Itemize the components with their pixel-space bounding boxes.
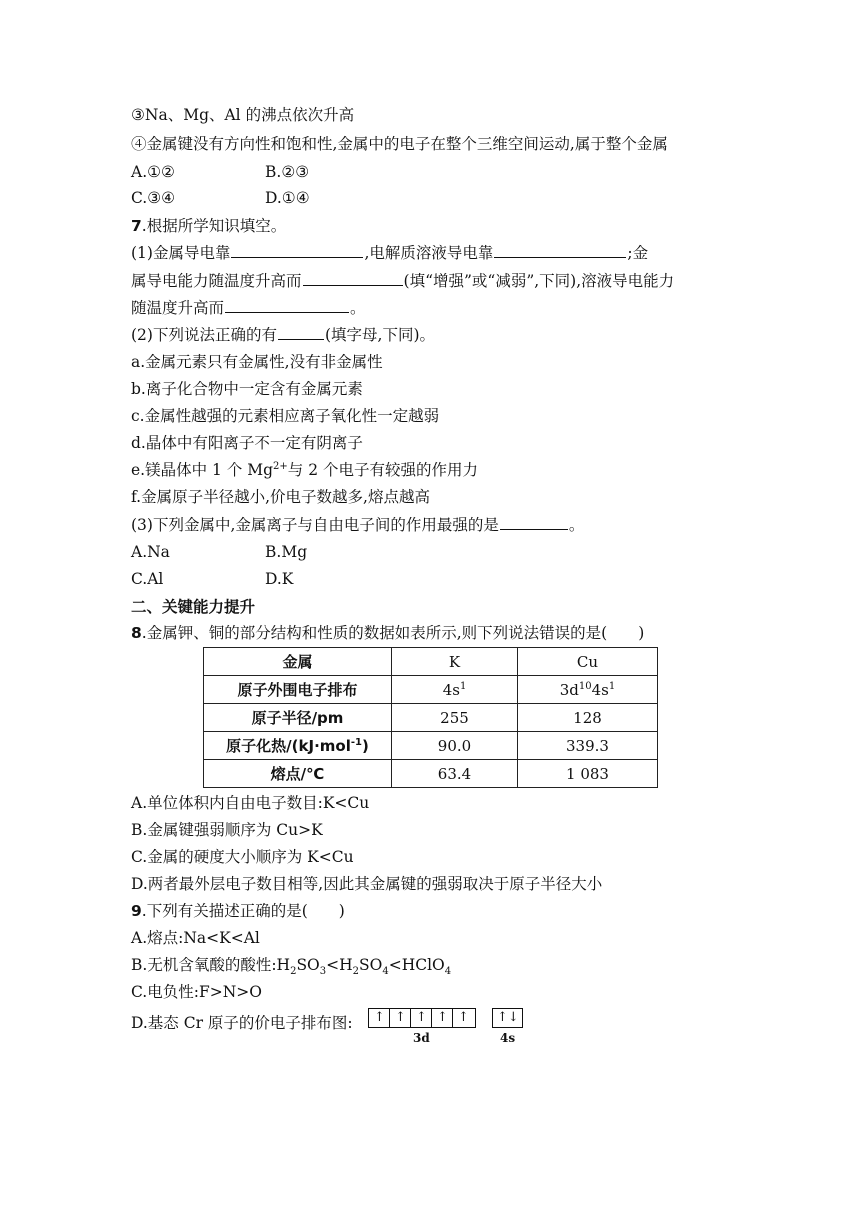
- spin-up-arrow: ↑: [374, 1010, 385, 1025]
- q7-choice-e-text-b: 与 2 个电子有较强的作用力: [287, 461, 479, 479]
- q7-choice-a[interactable]: a.金属元素只有金属性,没有非金属性: [131, 353, 383, 371]
- table-cell: 1 083: [518, 760, 658, 788]
- q9-option-c[interactable]: C.电负性:F>N>O: [131, 983, 262, 1001]
- q6-option-b[interactable]: B.②③: [265, 163, 310, 181]
- table-cell-text: 4s: [442, 680, 460, 699]
- table-cell: 128: [518, 704, 658, 732]
- table-row: [204, 676, 658, 704]
- q8-stem-text: .金属钾、铜的部分结构和性质的数据如表所示,则下列说法错误的是( ): [141, 624, 645, 642]
- orbital-cell: [369, 1009, 390, 1027]
- q7-p1-text-b: ,电解质溶液导电靠: [364, 244, 494, 262]
- q7-option-c[interactable]: C.Al: [131, 570, 164, 588]
- q7-blank-3[interactable]: [303, 270, 403, 286]
- q7-options-row-2: [131, 568, 294, 590]
- q9-b-sub: 2: [290, 966, 297, 978]
- q7-blank-6[interactable]: [500, 514, 568, 530]
- q7-p1-text-a: (1)金属导电靠: [131, 244, 231, 262]
- q9-option-d[interactable]: D.基态 Cr 原子的价电子排布图:: [131, 1014, 353, 1032]
- table-cell-text: ): [361, 737, 369, 755]
- table-cell: 339.3: [518, 732, 658, 760]
- q9-b-sub: 2: [352, 966, 360, 978]
- spin-up-arrow: ↑: [416, 1010, 427, 1025]
- q7-blank-4[interactable]: [225, 297, 349, 313]
- q8-option-a[interactable]: A.单位体积内自由电子数目:K<Cu: [131, 794, 370, 812]
- q9-b-text: SO: [359, 956, 383, 974]
- q7-part3: [131, 514, 584, 536]
- table-cell-text: 3d: [559, 680, 579, 699]
- table-header-cell: Cu: [518, 648, 658, 676]
- q7-choice-c[interactable]: c.金属性越强的元素相应离子氧化性一定越弱: [131, 407, 440, 425]
- q7-choice-e-sup: 2+: [273, 460, 288, 472]
- q7-stem: [131, 215, 286, 237]
- q7-p1-text-e: (填“增强”或“减弱”,下同),溶液导电能力: [403, 272, 675, 290]
- table-cell: [204, 732, 392, 760]
- q9-b-text: SO: [296, 956, 320, 974]
- q7-choice-e-text-a: e.镁晶体中 1 个 Mg: [131, 461, 274, 479]
- spin-pair-arrows: ↑↓: [497, 1010, 519, 1025]
- table-header-cell: 金属: [204, 648, 392, 676]
- q7-p3-text-b: 。: [568, 516, 585, 534]
- q6-options-row-2: [131, 187, 310, 209]
- q9-b-text: <H: [326, 956, 353, 974]
- orbital-box-4s: [492, 1008, 523, 1028]
- q7-part1-line1: [131, 242, 648, 264]
- q7-choice-d[interactable]: d.晶体中有阳离子不一定有阴离子: [131, 434, 363, 452]
- table-cell: [392, 676, 518, 704]
- table-cell-text: 原子化热/(kJ·mol: [226, 737, 351, 755]
- q7-choice-b[interactable]: b.离子化合物中一定含有金属元素: [131, 380, 363, 398]
- q9-number: 9: [131, 902, 142, 920]
- q8-option-d[interactable]: D.两者最外层电子数目相等,因此其金属键的强弱取决于原子半径大小: [131, 875, 603, 893]
- q7-p1-text-c: ;金: [627, 244, 649, 262]
- section-heading: 二、关键能力提升: [131, 598, 256, 616]
- table-header-cell: K: [392, 648, 518, 676]
- q7-part1-line2: [131, 270, 674, 292]
- q6-option-a[interactable]: A.①②: [131, 163, 175, 181]
- table-cell: 63.4: [392, 760, 518, 788]
- table-row: [204, 760, 658, 788]
- metal-data-table: [203, 647, 658, 788]
- orbital-label-3d: 3d: [413, 1031, 430, 1045]
- q7-blank-2[interactable]: [494, 242, 626, 258]
- q8-stem: [131, 622, 644, 644]
- table-cell: [518, 676, 658, 704]
- q9-stem-text: .下列有关描述正确的是( ): [141, 902, 345, 920]
- q6-option-d[interactable]: D.①④: [265, 189, 310, 207]
- table-cell-sup: 1: [608, 680, 616, 692]
- q6-statement-3: ③Na、Mg、Al 的沸点依次升高: [131, 106, 355, 124]
- orbital-cell: [411, 1009, 432, 1027]
- q9-b-sub: 4: [382, 966, 389, 978]
- q9-option-a[interactable]: A.熔点:Na<K<Al: [131, 929, 260, 947]
- q9-b-text: B.无机含氧酸的酸性:H: [131, 956, 291, 974]
- q9-b-text: <HClO: [388, 956, 445, 974]
- q7-stem-text: .根据所学知识填空。: [141, 217, 287, 235]
- q8-number: 8: [131, 624, 142, 642]
- table-cell-text: 4s: [591, 680, 609, 699]
- table-cell-sup: -1: [350, 737, 362, 748]
- q7-option-a[interactable]: A.Na: [131, 543, 170, 561]
- q7-choice-f[interactable]: f.金属原子半径越小,价电子数越多,熔点越高: [131, 488, 430, 506]
- spin-up-arrow: ↑: [395, 1010, 406, 1025]
- spin-up-arrow: ↑: [458, 1010, 469, 1025]
- q9-b-sub: 3: [319, 966, 327, 978]
- q8-option-c[interactable]: C.金属的硬度大小顺序为 K<Cu: [131, 848, 354, 866]
- table-row: [204, 704, 658, 732]
- q6-options-row-1: [131, 161, 310, 183]
- q7-option-d[interactable]: D.K: [265, 570, 294, 588]
- orbital-cell: [432, 1009, 453, 1027]
- q7-option-b[interactable]: B.Mg: [265, 543, 308, 561]
- q6-option-c[interactable]: C.③④: [131, 189, 176, 207]
- q7-number: 7: [131, 217, 142, 235]
- table-cell: 熔点/℃: [204, 760, 392, 788]
- q7-p2-text-a: (2)下列说法正确的有: [131, 326, 277, 344]
- orbital-cell: [453, 1009, 475, 1027]
- q7-p1-text-g: 。: [350, 299, 366, 317]
- q8-option-b[interactable]: B.金属键强弱顺序为 Cu>K: [131, 821, 323, 839]
- table-row: [204, 732, 658, 760]
- table-cell-sup: 1: [459, 680, 467, 692]
- q7-part2: [131, 324, 435, 346]
- orbital-label-4s: 4s: [500, 1031, 516, 1045]
- q6-statement-4: ④金属键没有方向性和饱和性,金属中的电子在整个三维空间运动,属于整个金属: [131, 135, 668, 153]
- q7-blank-5[interactable]: [278, 324, 324, 340]
- q7-p1-text-f: 随温度升高而: [131, 299, 225, 317]
- table-header-row: [204, 648, 658, 676]
- table-cell-sup: 10: [578, 680, 592, 692]
- q9-b-sub: 4: [444, 966, 452, 978]
- table-cell: 90.0: [392, 732, 518, 760]
- table-cell: 原子外围电子排布: [204, 676, 392, 704]
- q7-blank-1[interactable]: [231, 242, 363, 258]
- q9-option-b[interactable]: [131, 954, 451, 976]
- orbital-cell: [390, 1009, 411, 1027]
- q7-p1-text-d: 属导电能力随温度升高而: [131, 272, 302, 290]
- table-cell: 255: [392, 704, 518, 732]
- q9-stem: [131, 900, 345, 922]
- q7-p3-text-a: (3)下列金属中,金属离子与自由电子间的作用最强的是: [131, 516, 499, 534]
- q7-p2-text-b: (填字母,下同)。: [324, 326, 435, 344]
- spin-up-arrow: ↑: [437, 1010, 448, 1025]
- q7-part1-line3: [131, 297, 366, 319]
- q7-options-row-1: [131, 541, 308, 563]
- table-cell: 原子半径/pm: [204, 704, 392, 732]
- q7-choice-e[interactable]: [131, 459, 478, 481]
- orbital-box-3d: [368, 1008, 476, 1028]
